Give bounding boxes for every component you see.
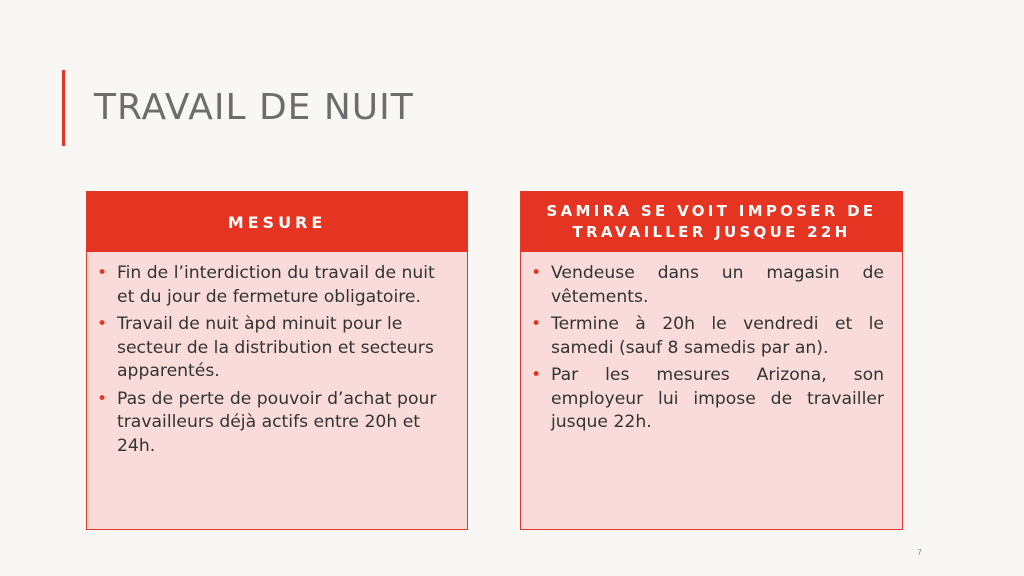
list-item bbox=[531, 364, 884, 435]
bullet-icon: • bbox=[97, 388, 108, 409]
bullet-icon: • bbox=[531, 365, 542, 385]
page-number: 7 bbox=[916, 548, 922, 557]
list-item-text: Termine à 20h le vendredi et le samedi (sauf 8 samedis par an). bbox=[551, 314, 884, 358]
slide-title: TRAVAIL DE NUIT bbox=[94, 87, 414, 128]
mesure-list bbox=[97, 262, 449, 458]
list-item-text: Par les mesures Arizona, son employeur lui impose de travailler jusque 22h. bbox=[551, 365, 884, 432]
list-item bbox=[531, 313, 884, 360]
title-accent-bar bbox=[62, 70, 65, 146]
list-item-text: Fin de l’interdiction du travail de nuit et du jour de fermeture obligatoire. bbox=[117, 263, 435, 307]
list-item bbox=[531, 262, 884, 309]
samira-card-header: SAMIRA SE VOIT IMPOSER DE TRAVAILLER JUSQUE 22H bbox=[521, 192, 902, 252]
mesure-card bbox=[86, 191, 468, 530]
bullet-icon: • bbox=[97, 314, 108, 334]
bullet-icon: • bbox=[531, 263, 542, 283]
samira-card bbox=[520, 191, 903, 530]
list-item-text: Pas de perte de pouvoir d’achat pour travailleurs déjà actifs entre 20h et 24h. bbox=[117, 388, 437, 456]
mesure-card-header: MESURE bbox=[87, 192, 467, 252]
samira-card-body bbox=[521, 252, 902, 435]
list-item bbox=[97, 388, 449, 459]
list-item-text: Vendeuse dans un magasin de vêtements. bbox=[551, 263, 884, 307]
list-item-text: Travail de nuit àpd minuit pour le secteur de la distribution et secteurs apparentés. bbox=[117, 314, 434, 381]
bullet-icon: • bbox=[531, 314, 542, 334]
list-item bbox=[97, 313, 449, 384]
samira-list bbox=[531, 262, 884, 435]
bullet-icon: • bbox=[97, 263, 108, 283]
list-item bbox=[97, 262, 449, 309]
mesure-card-body bbox=[87, 252, 467, 458]
